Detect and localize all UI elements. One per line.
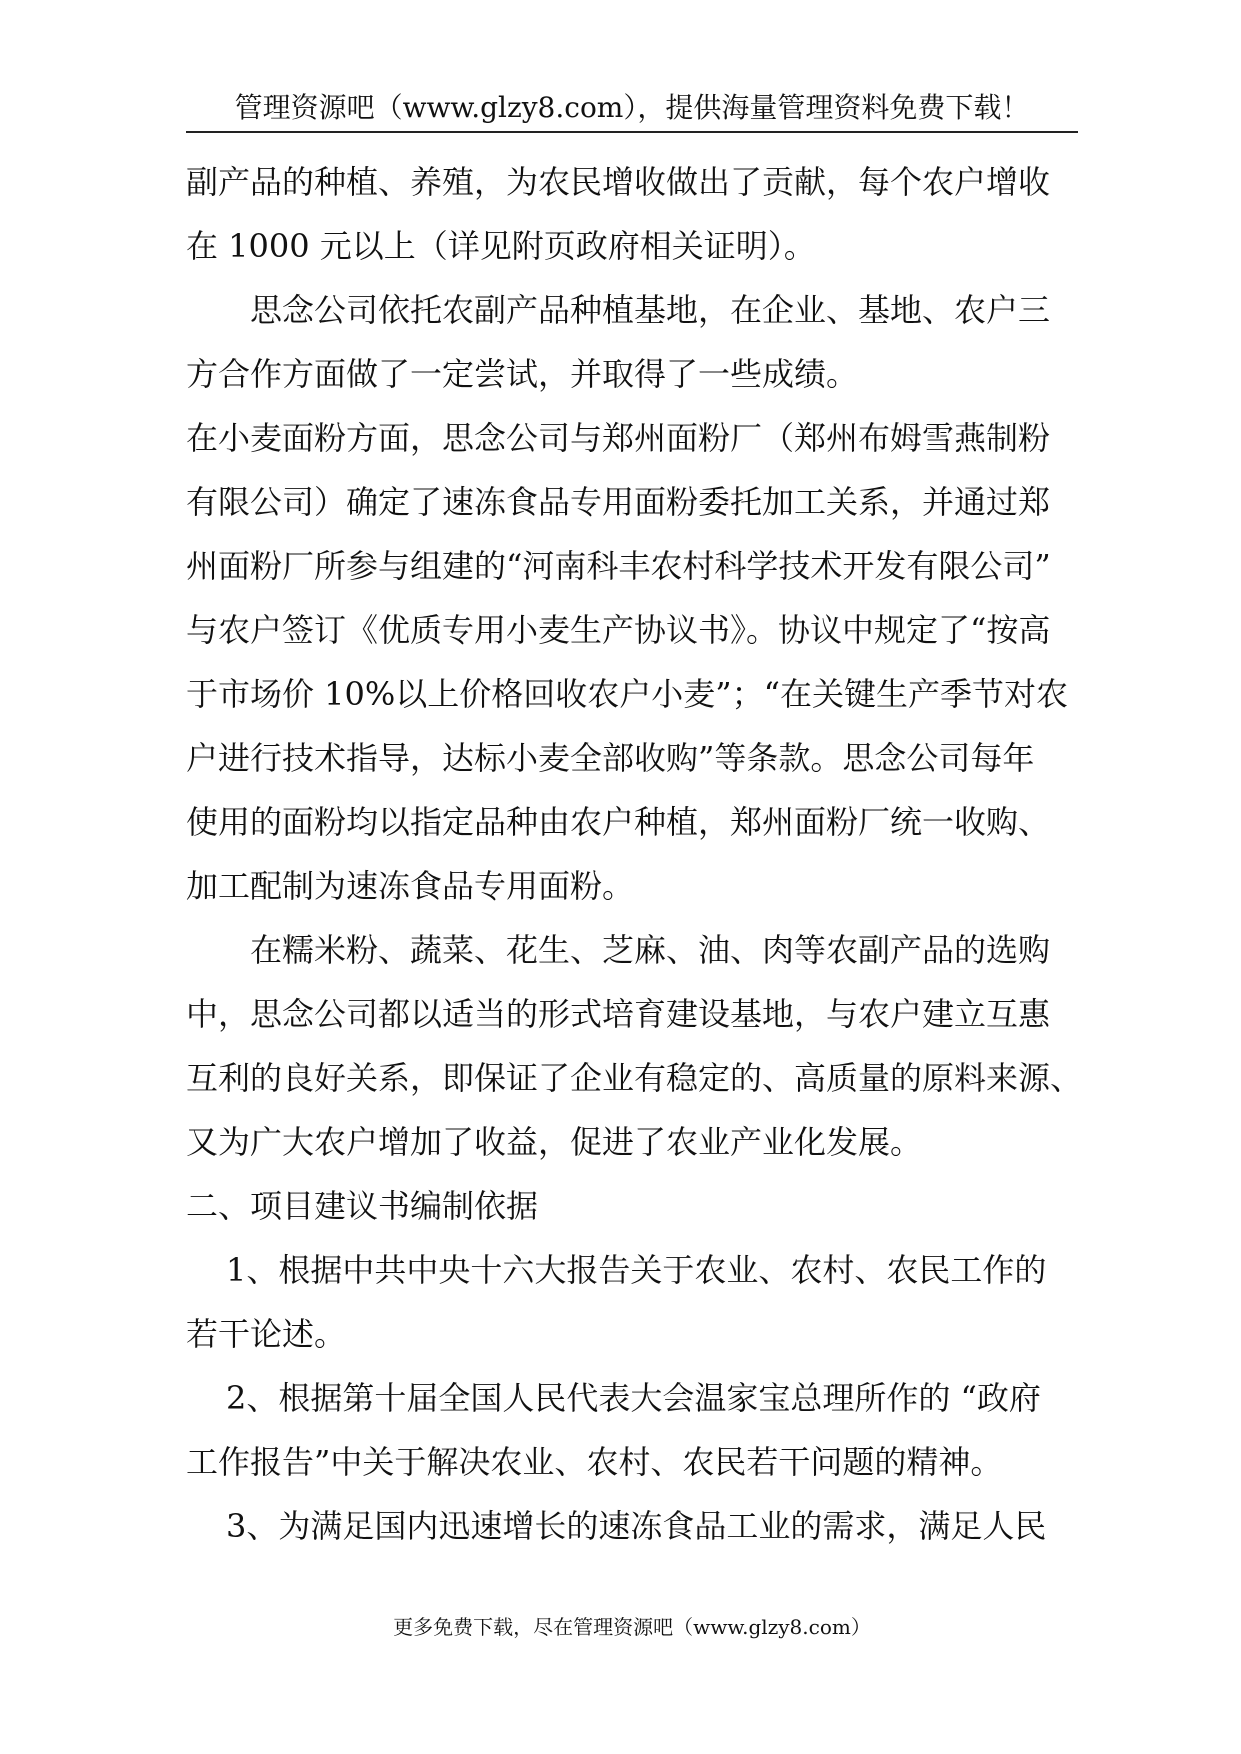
paragraph-line: 中，思念公司都以适当的形式培育建设基地，与农户建立互惠 bbox=[186, 995, 1051, 1033]
paragraph-line: 有限公司）确定了速冻食品专用面粉委托加工关系，并通过郑 bbox=[186, 483, 1051, 521]
paragraph-line: 州面粉厂所参与组建的“河南科丰农村科学技术开发有限公司” bbox=[186, 547, 1051, 585]
page-footer: 更多免费下载，尽在管理资源吧（www.glzy8.com） bbox=[393, 1615, 871, 1639]
paragraph-line: 加工配制为速冻食品专用面粉。 bbox=[186, 867, 635, 905]
paragraph-line: 工作报告”中关于解决农业、农村、农民若干问题的精神。 bbox=[186, 1443, 1003, 1481]
paragraph-line: 在糯米粉、蔬菜、花生、芝麻、油、肉等农副产品的选购 bbox=[250, 931, 1051, 969]
paragraph-line: 又为广大农户增加了收益，促进了农业产业化发展。 bbox=[186, 1123, 923, 1161]
document-body bbox=[186, 150, 1083, 1558]
paragraph-line: 户进行技术指导，达标小麦全部收购”等条款。思念公司每年 bbox=[186, 739, 1035, 777]
list-item: 1、根据中共中央十六大报告关于农业、农村、农民工作的 bbox=[226, 1251, 1047, 1289]
paragraph-line: 使用的面粉均以指定品种由农户种植，郑州面粉厂统一收购、 bbox=[186, 803, 1051, 841]
paragraph-line: 方合作方面做了一定尝试，并取得了一些成绩。 bbox=[186, 355, 859, 393]
paragraph-line: 思念公司依托农副产品种植基地，在企业、基地、农户三 bbox=[250, 291, 1051, 329]
paragraph-line: 于市场价 10%以上价格回收农户小麦”；“在关键生产季节对农 bbox=[186, 675, 1069, 713]
page-header: 管理资源吧（www.glzy8.com），提供海量管理资料免费下载！ bbox=[234, 91, 1030, 124]
list-item: 3、为满足国内迅速增长的速冻食品工业的需求，满足人民 bbox=[226, 1507, 1047, 1545]
paragraph-line: 在 1000 元以上（详见附页政府相关证明）。 bbox=[186, 227, 816, 265]
paragraph-line: 与农户签订《优质专用小麦生产协议书》。协议中规定了“按高 bbox=[186, 611, 1051, 649]
paragraph-line: 在小麦面粉方面，思念公司与郑州面粉厂（郑州布姆雪燕制粉 bbox=[186, 419, 1051, 457]
list-item: 2、根据第十届全国人民代表大会温家宝总理所作的 “政府 bbox=[226, 1379, 1041, 1417]
section-heading: 二、项目建议书编制依据 bbox=[186, 1187, 539, 1225]
header-divider bbox=[186, 131, 1078, 133]
paragraph-line: 若干论述。 bbox=[186, 1315, 347, 1353]
paragraph-line: 副产品的种植、养殖，为农民增收做出了贡献，每个农户增收 bbox=[186, 163, 1051, 201]
paragraph-line: 互利的良好关系，即保证了企业有稳定的、高质量的原料来源、 bbox=[186, 1059, 1083, 1097]
